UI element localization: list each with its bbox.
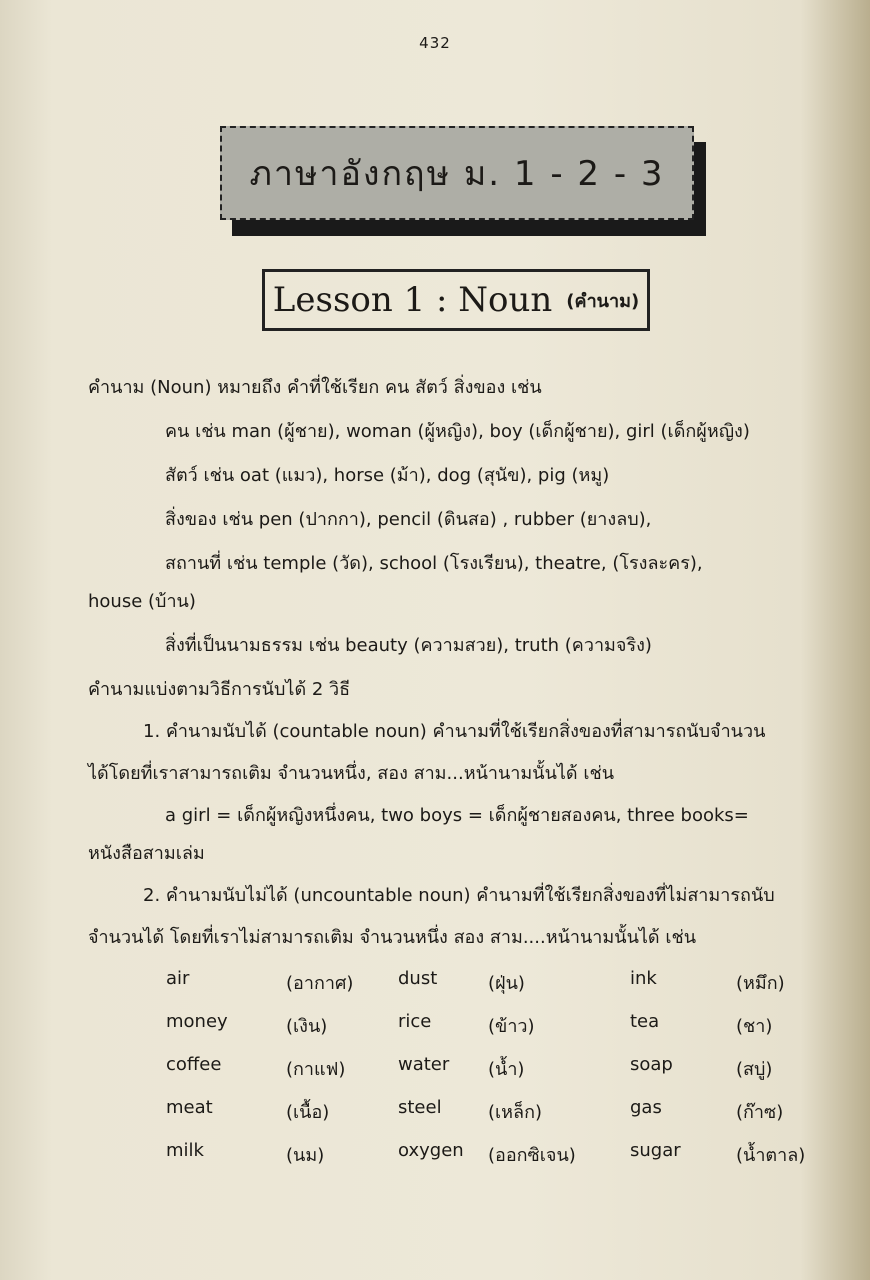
word-meaning: (หมึก) [736, 973, 785, 994]
word-meaning: (ออกซิเจน) [488, 1145, 576, 1166]
body-line: สิ่งที่เป็นนามธรรม เช่น beauty (ความสวย), truth (ความจริง) [165, 635, 652, 656]
word: coffee [166, 1054, 222, 1075]
word-meaning: (เนื้อ) [286, 1102, 330, 1123]
word-meaning: (ก๊าซ) [736, 1102, 784, 1123]
body-line: สถานที่ เช่น temple (วัด), school (โรงเรียน), theatre, (โรงละคร), [165, 553, 703, 574]
header-title-box [220, 126, 694, 220]
word: gas [630, 1097, 662, 1118]
body-line: a girl = เด็กผู้หญิงหนึ่งคน, two boys = เด็กผู้ชายสองคน, three books= [165, 805, 749, 826]
word-meaning: (กาแฟ) [286, 1059, 346, 1080]
body-line: คำนามแบ่งตามวิธีการนับได้ 2 วิธี [88, 679, 351, 700]
word-meaning: (อากาศ) [286, 973, 354, 994]
body-line: 1. คำนามนับได้ (countable noun) คำนามที่ใช้เรียกสิ่งของที่สามารถนับจำนวน [143, 721, 766, 742]
body-line: สิ่งของ เช่น pen (ปากกา), pencil (ดินสอ) , rubber (ยางลบ), [165, 509, 652, 530]
word: ink [630, 968, 657, 989]
word-meaning: (น้ำ) [488, 1059, 525, 1080]
word-meaning: (ฝุ่น) [488, 973, 525, 994]
body-line: คน เช่น man (ผู้ชาย), woman (ผู้หญิง), boy (เด็กผู้ชาย), girl (เด็กผู้หญิง) [165, 421, 750, 442]
lesson-heading-box [262, 269, 650, 331]
lesson-subtitle: (คำนาม) [566, 290, 640, 312]
word: rice [398, 1011, 432, 1032]
body-line: house (บ้าน) [88, 591, 196, 612]
word: tea [630, 1011, 660, 1032]
word: water [398, 1054, 450, 1075]
word: steel [398, 1097, 442, 1118]
word: dust [398, 968, 438, 989]
word: sugar [630, 1140, 681, 1161]
header-title: ภาษาอังกฤษ ม. 1 - 2 - 3 [249, 154, 665, 194]
word: oxygen [398, 1140, 464, 1161]
word-meaning: (สบู่) [736, 1059, 773, 1080]
word: milk [166, 1140, 204, 1161]
lesson-title: Lesson 1 : Noun [272, 280, 553, 320]
word-meaning: (เหล็ก) [488, 1102, 542, 1123]
body-line: สัตว์ เช่น oat (แมว), horse (ม้า), dog (สุนัข), pig (หมู) [165, 465, 610, 486]
word: soap [630, 1054, 673, 1075]
word-meaning: (น้ำตาล) [736, 1145, 806, 1166]
body-line: หนังสือสามเล่ม [88, 843, 205, 864]
word: meat [166, 1097, 213, 1118]
word: money [166, 1011, 228, 1032]
word-meaning: (ชา) [736, 1016, 773, 1037]
body-line: จำนวนได้ โดยที่เราไม่สามารถเติม จำนวนหนึ่ง สอง สาม....หน้านามนั้นได้ เช่น [88, 927, 697, 948]
word-meaning: (ข้าว) [488, 1016, 535, 1037]
body-line: ได้โดยที่เราสามารถเติม จำนวนหนึ่ง, สอง สาม...หน้านามนั้นได้ เช่น [88, 763, 615, 784]
word-meaning: (นม) [286, 1145, 325, 1166]
word-meaning: (เงิน) [286, 1016, 328, 1037]
page-number: 432 [419, 34, 451, 52]
body-line: 2. คำนามนับไม่ได้ (uncountable noun) คำนามที่ใช้เรียกสิ่งของที่ไม่สามารถนับ [143, 885, 775, 906]
body-line: คำนาม (Noun) หมายถึง คำที่ใช้เรียก คน สัตว์ สิ่งของ เช่น [88, 377, 542, 398]
word: air [166, 968, 190, 989]
